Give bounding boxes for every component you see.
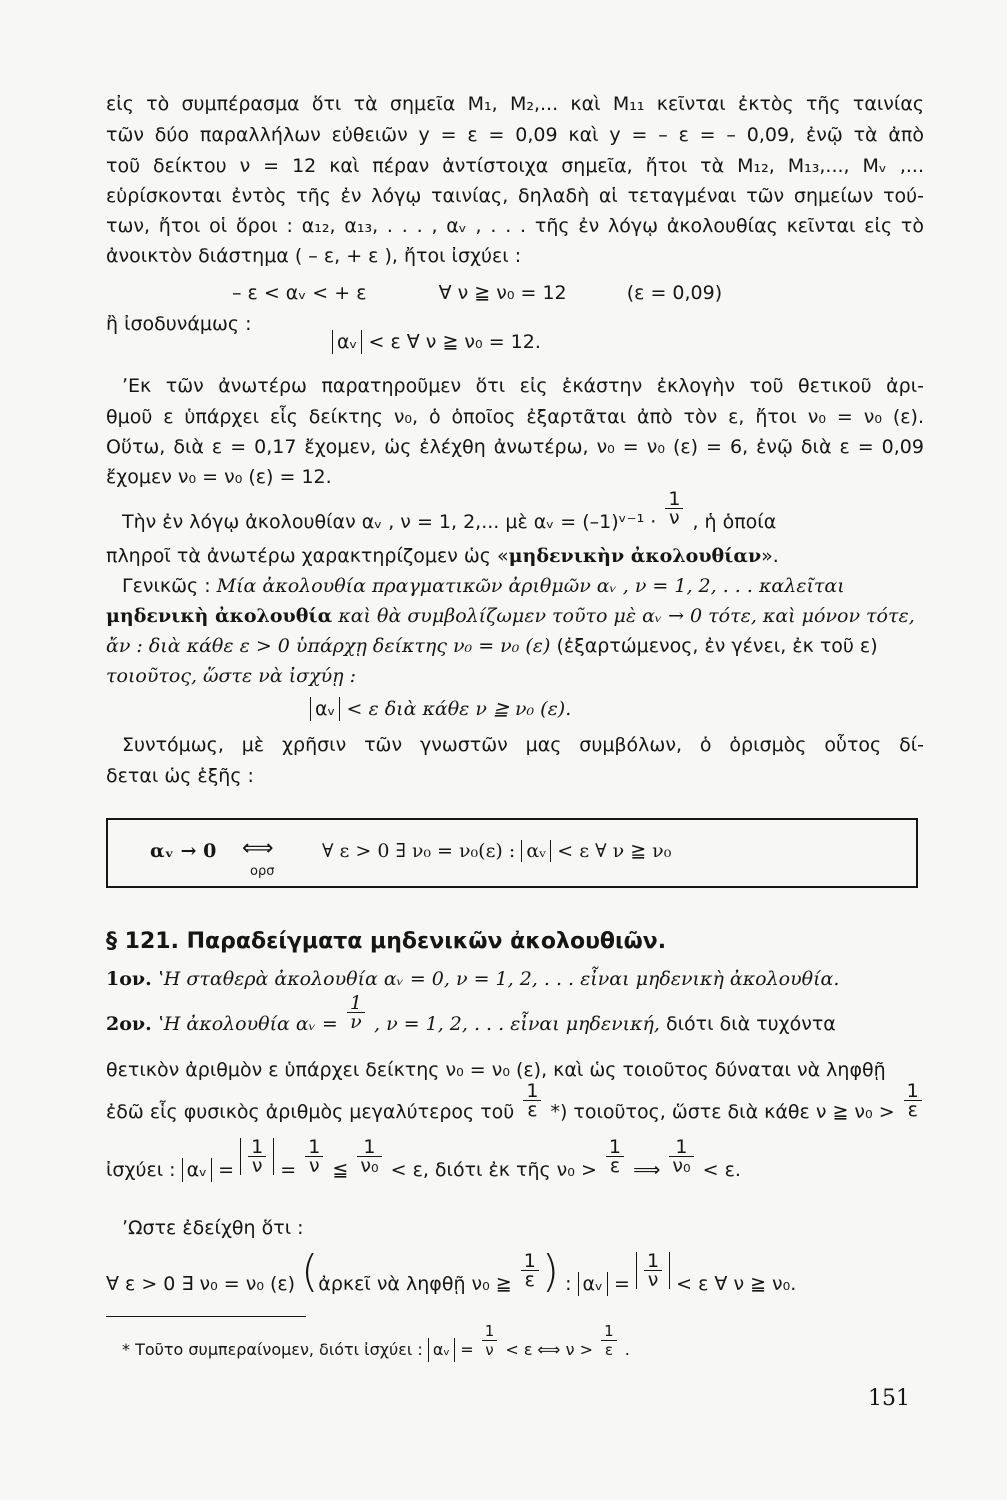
text-line-5: των, ἤτοι οἱ ὅροι : α₁₂, α₁₃, . . . , αᵥ , . . . τῆς ἐν λόγῳ ἀκολουθίας κεῖνται εἰς τὸ [106,215,924,237]
text-line-4: εὑρίσκονται ἐντὸς τῆς ἐν λόγῳ ταινίας, δηλαδὴ αἱ τεταγμέναι τῶν σημείων τού- [106,185,924,207]
footnote: * Τοῦτο συμπεραίνομεν, διότι ἰσχύει : αᵥ = $\frac{1}{\nu}$ < ε ⟺ ν > $\frac{1}{\varepsilon}$ . [122,1322,940,1368]
abs-fraction: $\frac{1}{\nu}$ [240,1138,274,1175]
text-line-1: εἰς τὸ συμπέρασμα ὅτι τὰ σημεῖα M₁, M₂,... καὶ M₁₁ κεῖνται ἐκτὸς τῆς ταινίας [106,93,924,115]
def-arrow-label: ορσ [250,864,275,879]
example-2-line-2: θετικὸν ἀριθμὸν ε ὑπάρχει δείκτης ν₀ = ν₀ (ε), καὶ ὡς τοιοῦτος δύναται νὰ ληφθῇ [106,1059,886,1081]
null-sequence-term: μηδενικὴν ἀκολουθίαν [508,545,762,567]
sequence-text: Τὴν ἐν λόγῳ ἀκολουθίαν αᵥ , ν = 1, 2,... μὲ αᵥ = (–1)ᵛ⁻¹ · [122,511,657,533]
text-line-12: Οὕτω, διὰ ε = 0,17 ἔχομεν, ὡς ἐλέχθη ἀνωτέρω, ν₀ = ν₀ (ε) = 6, ἐνῷ διὰ ε = 0,09 [106,436,924,458]
text-line-18: ἄν : διὰ κάθε ε > 0 ὑπάρχῃ δείκτης ν₀ = ν₀ (ε) (ἐξαρτώμενος, ἐν γένει, ἐκ τοῦ ε) [106,635,878,657]
fraction-2: $\frac{1}{\nu}$ [305,1138,323,1175]
text-line-21: Συντόμως, μὲ χρῆσιν τῶν γνωστῶν μας συμβόλων, ὁ ὁρισμὸς οὗτος δί- [122,734,924,756]
fraction-1-over-eps: $\frac{1}{\varepsilon}$ [523,1082,541,1119]
fraction-1-over-nu: $\frac{1}{\nu}$ [665,490,683,527]
abs-inequality-rest: < ε ∀ ν ≧ ν₀ = 12. [368,331,541,353]
footnote-rule [106,1316,306,1317]
text-line-11: θμοῦ ε ὑπάρχει εἷς δείκτης ν₀, ὁ ὁποῖος ἐξαρτᾶται ἀπὸ τὸν ε, ἤτοι ν₀ = ν₀ (ε). [106,406,924,428]
text-line-22: δεται ὡς ἑξῆς : [106,765,254,787]
text-line-17: μηδενικὴ ἀκολουθία καὶ θὰ συμβολίζωμεν τοῦτο μὲ αᵥ → 0 τότε, καὶ μόνον τότε, [106,605,915,627]
text-line-3: τοῦ δείκτου ν = 12 καὶ πέραν ἀντίστοιχα σημεῖα, ἤτοι τὰ M₁₂, M₁₃,..., Mᵥ ,... [106,155,924,177]
fraction-1-over-nu-2: $\frac{1}{\nu}$ [347,994,365,1031]
left-paren: ( [301,1246,319,1297]
inequality-line [232,281,832,305]
inequality-forall: ∀ ν ≧ ν₀ = 12 [438,282,567,304]
text-line-equivalently: ἢ ἰσοδυνάμως : [106,313,252,335]
example-2-line-5: ʼΩστε ἐδείχθη ὅτι : [122,1217,304,1239]
example-1: 1ον. ʽΗ σταθερὰ ἀκολουθία αᵥ = 0, ν = 1, 2, . . . εἶναι μηδενικὴ ἀκολουθία. [106,968,840,990]
fraction-6: $\frac{1}{\varepsilon}$ [521,1252,539,1289]
example-2-line-1: 2ον. ʽΗ ἀκολουθία αᵥ = $\frac{1}{\nu}$ , ν = 1, 2, . . . εἶναι μηδενική, διότι διὰ τυχόντα [106,992,836,1035]
text-line-19: τοιοῦτος, ὥστε νὰ ἰσχύῃ : [106,665,356,687]
page-number: 151 [868,1386,910,1411]
footnote-fraction-2: $\frac{1}{\varepsilon}$ [601,1322,617,1359]
text-line-6: ἀνοικτὸν διάστημα ( – ε, + ε ), ἤτοι ἰσχύει : [106,245,522,267]
abs-inequality-line [332,330,732,354]
sequence-definition-line [122,490,924,542]
text-line-16: Γενικῶς : Μία ἀκολουθία πραγματικῶν ἀριθμῶν αᵥ , ν = 1, 2, . . . καλεῖται [122,575,845,597]
abs-fraction-2: $\frac{1}{\nu}$ [636,1252,670,1289]
right-paren: ) [541,1246,560,1297]
fraction-1-over-eps-2: $\frac{1}{\varepsilon}$ [904,1082,922,1119]
def-iff-arrow: ⟺ [242,836,274,861]
text-line-15: πληροῖ τὰ ἀνωτέρω χαρακτηρίζομεν ὡς «μηδενικὴν ἀκολουθίαν». [106,545,779,567]
text-line-2: τῶν δύο παραλλήλων εὐθειῶν y = ε = 0,09 καὶ y = – ε = – 0,09, ἐνῷ τὰ ἀπὸ [106,124,924,146]
definition-condition-line: αᵥ < ε διὰ κάθε ν ≧ ν₀ (ε). [310,697,710,721]
example-2-line-4: ἰσχύει : αᵥ = $\frac{1}{\nu}$ = $\frac{1}{\nu}$ ≦ $\frac{1}{\text{ν₀}}$ < ε, διότι ἐκ τῆς ν₀ > $\frac{1}{\varepsilon}$ ⟹ $\frac{1}{\text{ν₀}}$ < ε. [106,1136,741,1181]
epsilon-value: (ε = 0,09) [626,282,723,304]
example-2-line-3: ἐδῶ εἷς φυσικὸς ἀριθμὸς μεγαλύτερος τοῦ $\frac{1}{\varepsilon}$ *) τοιοῦτος, ὥστε διὰ κάθε ν ≧ ν₀ > $\frac{1}{\varepsilon}$ [106,1082,924,1134]
footnote-fraction-1: $\frac{1}{\nu}$ [482,1322,498,1359]
text-line-10: ʼΕκ τῶν ἀνωτέρω παρατηροῦμεν ὅτι εἰς ἑκάστην ἐκλογὴν τοῦ θετικοῦ ἀρι- [122,375,924,397]
fraction-4: $\frac{1}{\varepsilon}$ [606,1138,624,1175]
def-left: αᵥ → 0 [150,840,217,862]
fraction-3: $\frac{1}{\text{ν₀}}$ [357,1138,381,1175]
inequality-formula: – ε < αᵥ < + ε [232,282,367,304]
definition-box [106,818,918,888]
text-line-13: ἔχομεν ν₀ = ν₀ (ε) = 12. [106,466,332,488]
sequence-text-end: , ἡ ὁποία [692,511,777,533]
def-right: ∀ ε > 0 ∃ ν₀ = ν₀(ε) : αᵥ < ε ∀ ν ≧ ν₀ [322,840,672,862]
fraction-5: $\frac{1}{\text{ν₀}}$ [669,1138,693,1175]
section-heading: § 121. Παραδείγματα μηδενικῶν ἀκολουθιῶν. [106,929,667,954]
abs-alpha: αᵥ [332,330,362,354]
example-2-line-6: ∀ ε > 0 ∃ ν₀ = ν₀ (ε) (ἀρκεῖ νὰ ληφθῇ ν₀ ≧ $\frac{1}{\varepsilon}$ ) : αᵥ = $\frac{1}{\nu}$ < ε ∀ ν ≧ ν₀. [106,1246,797,1297]
